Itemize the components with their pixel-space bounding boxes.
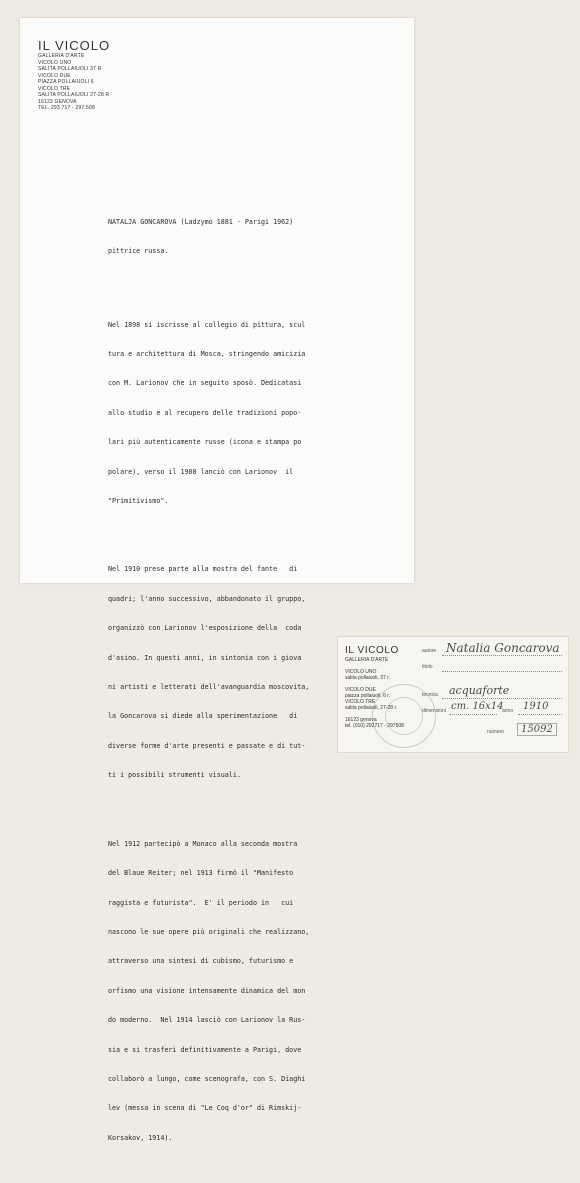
heading-line: NATALJA GONCAROVA (Ladzymo 1881 - Parigi 1962) bbox=[108, 217, 294, 226]
text-line: Nel 1898 si iscrisse al collegio di pittura, scul bbox=[108, 320, 306, 329]
dimensioni-line bbox=[449, 714, 497, 715]
text-line: tura e architettura di Mosca, stringendo amicizia bbox=[108, 349, 306, 358]
text-line: del Blaue Reiter; nel 1913 firmò il "Manifesto bbox=[108, 869, 294, 878]
letterhead-line: PIAZZA POLLAIUOLI 6 bbox=[38, 79, 94, 85]
text-line: raggista e futurista". E' il periodo in cui bbox=[108, 898, 294, 907]
letterhead-line: TEL. 293.717 - 297.508 bbox=[38, 105, 95, 111]
anno-label: anno bbox=[502, 708, 514, 714]
label-line: GALLERIA D'ARTE bbox=[345, 657, 389, 663]
autore-line bbox=[442, 655, 562, 656]
titolo-line bbox=[442, 671, 562, 672]
numero-label: numero bbox=[487, 729, 504, 735]
text-line: la Goncarova si diede alla sperimentazione di bbox=[108, 712, 298, 721]
text-line: allo studio e al recupero delle tradizioni popo- bbox=[108, 408, 302, 417]
text-line: lari più autenticamente russe (icona e stampa po bbox=[108, 438, 302, 447]
label-line: salita pollaiuoli, 37 r. bbox=[345, 675, 391, 681]
text-line: collaborò a lungo, come scenografa, con S. Diaghi bbox=[108, 1074, 306, 1083]
autore-value: Natalia Goncarova bbox=[446, 641, 560, 655]
dimensioni-value: cm. 16x14 bbox=[451, 701, 504, 712]
letterhead-line: VICOLO DUE bbox=[38, 73, 71, 79]
titolo-label: titolo bbox=[422, 664, 433, 670]
paragraph-3 bbox=[108, 820, 408, 1163]
dimensioni-label: dimensioni bbox=[422, 708, 446, 714]
text-line: Nel 1912 partecipò a Monaco alla seconda mostra bbox=[108, 839, 298, 848]
text-line: ni artisti e letterati dell'avanguardia moscovita, bbox=[108, 683, 310, 692]
label-gallery-name: IL VICOLO bbox=[345, 645, 399, 656]
text-line: Korsakov, 1914). bbox=[108, 1133, 173, 1142]
text-line: organizzò con Larionov l'esposizione della coda bbox=[108, 624, 302, 633]
text-line: diverse forme d'arte presenti e passate e di tut- bbox=[108, 741, 306, 750]
letterhead-line: SALITA POLLAIUOLI 37 R bbox=[38, 66, 102, 72]
text-line: attraverso una sintesi di cubismo, futurismo e bbox=[108, 957, 294, 966]
label-line: VICOLO DUE bbox=[345, 687, 376, 693]
letterhead-line: VICOLO TRE bbox=[38, 86, 71, 92]
text-line: quadri; l'anno successivo, abbandonato il gruppo, bbox=[108, 594, 306, 603]
tecnica-line bbox=[442, 698, 562, 699]
text-line: "Primitivismo". bbox=[108, 496, 169, 505]
text-line: ti i possibili strumenti visuali. bbox=[108, 771, 241, 780]
autore-label: autore bbox=[422, 648, 437, 654]
anno-line bbox=[518, 714, 562, 715]
tecnica-value: acquaforte bbox=[449, 684, 510, 697]
text-line: con M. Larionov che in seguito sposò. Dedicatasi bbox=[108, 379, 302, 388]
text-line: nascono le sue opere più originali che realizzano, bbox=[108, 927, 310, 936]
label-line: 16123 genova bbox=[345, 717, 377, 723]
label-line: salita pollaiuoli, 27-28 r. bbox=[345, 705, 398, 711]
heading-line: pittrice russa. bbox=[108, 246, 169, 255]
text-line: Nel 1910 prese parte alla mostra del fante di bbox=[108, 565, 298, 574]
paragraph-1 bbox=[108, 301, 408, 526]
label-line: piazza pollaiuoli, 6 r. bbox=[345, 693, 391, 699]
label-line: VICOLO TRE bbox=[345, 699, 376, 705]
gallery-name: IL VICOLO bbox=[38, 38, 111, 53]
text-line: polare), verso il 1908 lanciò con Larionov il bbox=[108, 467, 294, 476]
letterhead-line: SALITA POLLAIUOLI 27-28 R bbox=[38, 92, 110, 98]
anno-value: 1910 bbox=[523, 701, 549, 712]
tecnica-label: tecnica bbox=[422, 692, 438, 698]
text-line: sia e si trasferì definitivamente a Parigi, dove bbox=[108, 1045, 302, 1054]
letterhead bbox=[38, 38, 110, 111]
gallery-stamp bbox=[372, 684, 436, 748]
text-line: d'asino. In questi anni, in sintonia con i giova bbox=[108, 653, 302, 662]
label-line: VICOLO UNO bbox=[345, 669, 377, 675]
text-line: orfismo una visione intensamente dinamica del mon bbox=[108, 986, 306, 995]
text-line: lev (messa in scena di "Le Coq d'or" di Rimskij- bbox=[108, 1104, 302, 1113]
label-line: tel. (010) 293717 - 297508 bbox=[345, 723, 404, 729]
letterhead-line: GALLERIA D'ARTE bbox=[38, 53, 85, 59]
numero-value: 15092 bbox=[517, 723, 557, 736]
text-line: do moderno. Nel 1914 lasciò con Larionov la Rus- bbox=[108, 1016, 306, 1025]
letterhead-line: VICOLO UNO bbox=[38, 60, 72, 66]
gallery-label-card bbox=[337, 636, 569, 753]
letterhead-line: 16123 GENOVA bbox=[38, 99, 77, 105]
